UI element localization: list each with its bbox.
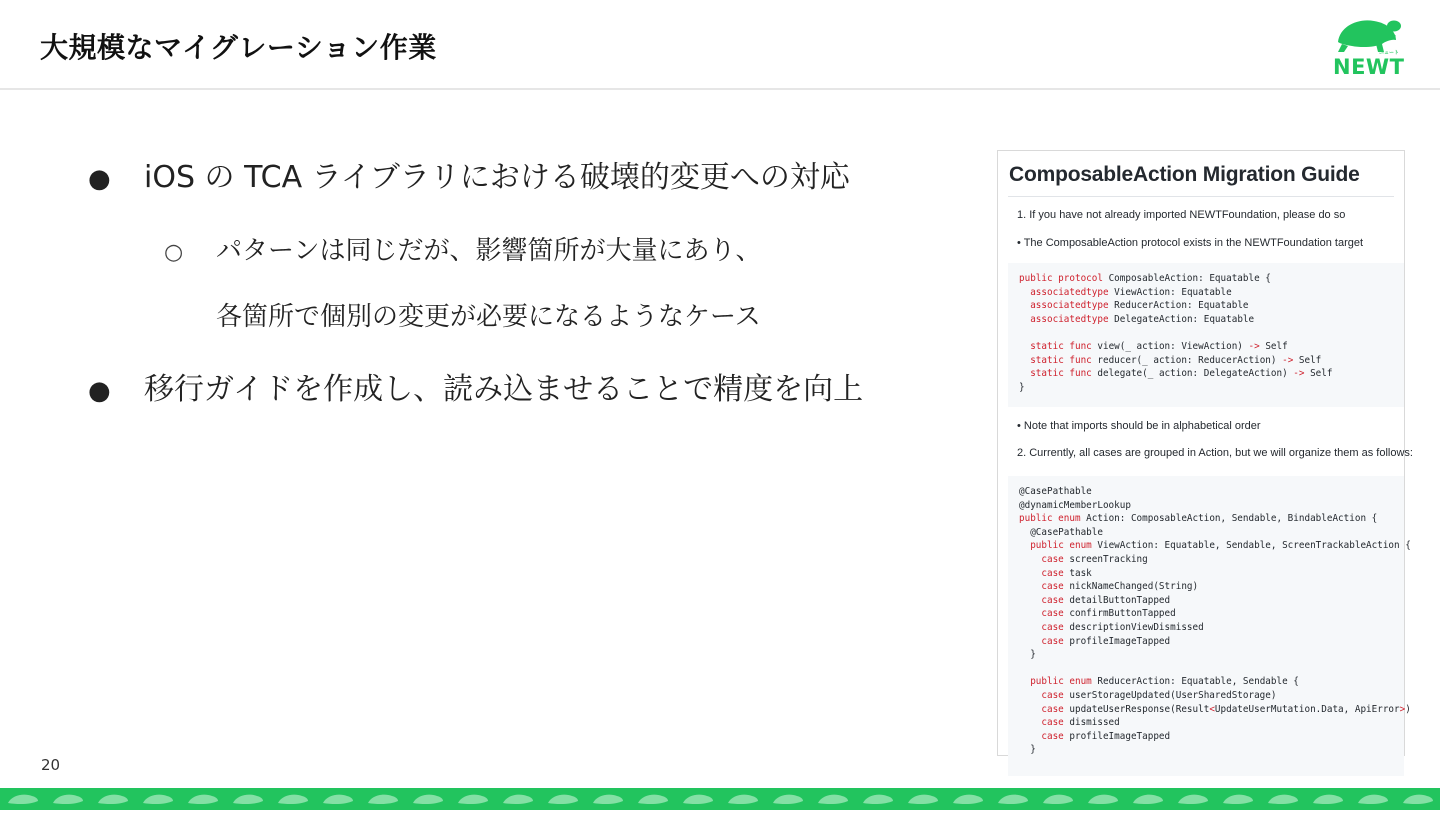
- code-line: public enum ViewAction: Equatable, Sendable, ScreenTrackableAction {: [1030, 540, 1411, 552]
- footer-pattern-band: [0, 788, 1440, 810]
- turtle-pattern-icon: [1133, 795, 1163, 804]
- code-line: @CasePathable: [1019, 526, 1103, 538]
- guide-code-block-2: [1008, 476, 1411, 776]
- turtle-pattern-icon: [1268, 795, 1298, 804]
- turtle-pattern-icon: [863, 795, 893, 804]
- code-line: case screenTracking: [1041, 553, 1148, 565]
- turtle-pattern-icon: [728, 795, 758, 804]
- turtle-pattern-icon: [1403, 795, 1433, 804]
- code-line: case profileImageTapped: [1041, 730, 1171, 742]
- page-number: 20: [41, 756, 61, 774]
- turtle-pattern-icon: [998, 795, 1028, 804]
- code-line: static func view(_ action: ViewAction) -> Self: [1030, 340, 1288, 352]
- turtle-pattern-icon: [1088, 795, 1118, 804]
- bullet-circle-icon: ○: [164, 240, 184, 265]
- turtle-pattern-icon: [98, 795, 128, 804]
- turtle-pattern-icon: [773, 795, 803, 804]
- turtle-pattern-icon: [278, 795, 308, 804]
- turtle-pattern-icon: [953, 795, 983, 804]
- turtle-pattern-icon: [143, 795, 173, 804]
- turtle-pattern-icon: [1223, 795, 1253, 804]
- code-line: @dynamicMemberLookup: [1019, 499, 1131, 511]
- code-line: }: [1019, 649, 1036, 661]
- turtle-pattern-icon: [1358, 795, 1388, 804]
- turtle-pattern-icon: [188, 795, 218, 804]
- turtle-pattern-icon: [908, 795, 938, 804]
- guide-title-divider: [1008, 196, 1394, 197]
- bullet-text: iOS の TCA ライブラリにおける破壊的変更への対応: [144, 160, 850, 195]
- turtle-pattern-icon: [593, 795, 623, 804]
- code-line: associatedtype ViewAction: Equatable: [1030, 286, 1232, 298]
- bullet-disc-icon: ●: [88, 164, 111, 194]
- guide-title: ComposableAction Migration Guide: [1009, 163, 1360, 186]
- code-line: public enum ReducerAction: Equatable, Sendable {: [1030, 676, 1299, 688]
- guide-step-1: 1. If you have not already imported NEWTFoundation, please do so: [1017, 209, 1346, 221]
- code-line: case dismissed: [1041, 717, 1120, 729]
- turtle-pattern-icon: [458, 795, 488, 804]
- turtle-pattern-icon: [0, 788, 1440, 810]
- code-line: }: [1019, 744, 1036, 756]
- code-line: case profileImageTapped: [1041, 635, 1171, 647]
- turtle-pattern-icon: [8, 795, 38, 804]
- turtle-pattern-icon: [638, 795, 668, 804]
- turtle-pattern-icon: [818, 795, 848, 804]
- code-line: case updateUserResponse(Result<UpdateUserMutation.Data, ApiError>): [1041, 703, 1411, 715]
- turtle-pattern-icon: [413, 795, 443, 804]
- code-line: case task: [1041, 567, 1092, 579]
- turtle-pattern-icon: [53, 795, 83, 804]
- turtle-pattern-icon: [1178, 795, 1208, 804]
- code-line: [1019, 326, 1404, 340]
- guide-note-1: • The ComposableAction protocol exists in the NEWTFoundation target: [1017, 237, 1364, 249]
- code-line: case detailButtonTapped: [1041, 594, 1171, 606]
- code-line: }: [1019, 381, 1025, 393]
- code-line: static func reducer(_ action: ReducerAction) -> Self: [1030, 354, 1322, 366]
- turtle-pattern-icon: [1313, 795, 1343, 804]
- guide-step-2: 2. Currently, all cases are grouped in Action, but we will organize them as follows:: [1017, 447, 1413, 459]
- code-line: case nickNameChanged(String): [1041, 581, 1199, 593]
- guide-note-2: • Note that imports should be in alphabetical order: [1017, 420, 1261, 432]
- guide-code-block-1: [1008, 263, 1404, 407]
- code-line: case userStorageUpdated(UserSharedStorage): [1041, 689, 1277, 701]
- code-line: public enum Action: ComposableAction, Sendable, BindableAction {: [1019, 513, 1378, 525]
- svg-text:NEWT: NEWT: [1333, 55, 1405, 79]
- turtle-pattern-icon: [323, 795, 353, 804]
- turtle-pattern-icon: [368, 795, 398, 804]
- turtle-pattern-icon: [233, 795, 263, 804]
- bullet-disc-icon: ●: [88, 376, 111, 406]
- migration-guide-screenshot: [997, 150, 1413, 756]
- svg-text:ニュート: ニュート: [1379, 50, 1400, 56]
- code-line: associatedtype DelegateAction: Equatable: [1030, 313, 1255, 325]
- code-line: static func delegate(_ action: DelegateAction) -> Self: [1030, 368, 1333, 380]
- code-line: public protocol ComposableAction: Equatable {: [1019, 273, 1271, 284]
- code-line: case descriptionViewDismissed: [1041, 621, 1204, 633]
- code-line: associatedtype ReducerAction: Equatable: [1030, 300, 1249, 312]
- newt-logo: [1332, 14, 1404, 78]
- code-line: case confirmButtonTapped: [1041, 608, 1176, 620]
- turtle-pattern-icon: [683, 795, 713, 804]
- code-line: @CasePathable: [1019, 486, 1092, 497]
- code-line: [1019, 662, 1404, 676]
- slide-header: [0, 0, 1440, 90]
- slide-title: 大規模なマイグレーション作業: [40, 31, 437, 64]
- turtle-pattern-icon: [548, 795, 578, 804]
- bullet-text: パターンは同じだが、影響箇所が大量にあり、: [216, 236, 762, 266]
- turtle-pattern-icon: [1043, 795, 1073, 804]
- bullet-text: 移行ガイドを作成し、読み込ませることで精度を向上: [144, 372, 864, 407]
- turtle-pattern-icon: [503, 795, 533, 804]
- bullet-continuation-text: 各箇所で個別の変更が必要になるようなケース: [216, 302, 761, 332]
